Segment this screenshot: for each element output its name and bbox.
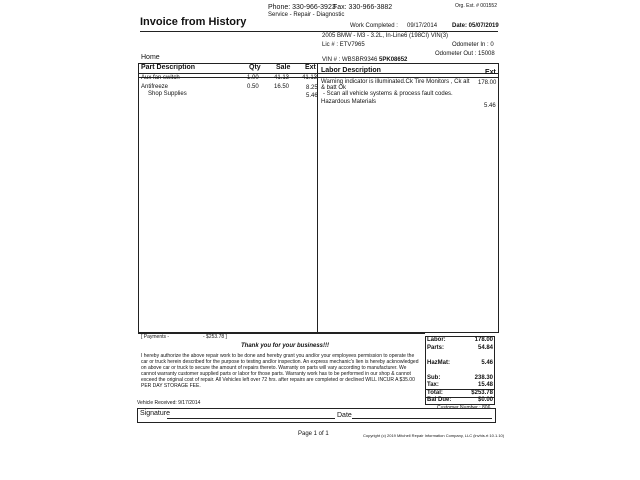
parts-header-description: Part Description xyxy=(141,64,196,71)
parts-header-qty: Qty xyxy=(249,64,261,71)
part-row-1-sale: 41.13 xyxy=(274,75,290,81)
signature-label: Signature xyxy=(140,410,170,417)
hazmat-ext: 5.46 xyxy=(484,103,496,109)
odometer-out: Odometer Out : 15008 xyxy=(435,51,495,57)
vehicle-description: 2005 BMW - M3 - 3.2L, In-Line6 (198CI) VIN(3) xyxy=(322,33,449,39)
thank-you-message: Thank you for your business!!! xyxy=(241,343,330,349)
part-row-3-description: Shop Supplies xyxy=(148,91,187,97)
work-completed-date: 09/17/2014 xyxy=(407,23,438,29)
copyright-notice: Copyright (c) 2019 Mitchell Repair Information Company, LLC (invhis.rt 10.1.10) xyxy=(363,433,505,438)
signature-box xyxy=(137,408,496,423)
parts-header-ext: Ext xyxy=(305,64,316,71)
page-number: Page 1 of 1 xyxy=(298,431,329,437)
shop-phone: Phone: 330-966-3923 xyxy=(268,4,336,11)
date-field-label: Date xyxy=(337,412,352,419)
labor-line-1: Warning indicator is illuminated.Ck Tire Monitors , Ck alt xyxy=(321,79,470,85)
part-row-1-qty: 1.00 xyxy=(247,75,259,81)
payments-label: [ Payments - xyxy=(141,334,170,340)
shop-fax: Fax: 330-966-3882 xyxy=(333,4,393,11)
vin-label: VIN # : WBSBR9346 xyxy=(322,57,378,63)
customer-number: Customer Number : 806 xyxy=(437,405,491,411)
shop-services: Service - Repair - Diagnostic xyxy=(268,12,345,18)
org-estimate-number: Org. Est. # 001552 xyxy=(455,3,497,9)
labor-line-2: & batt Ok xyxy=(321,85,347,91)
customer-name: Home xyxy=(141,54,160,61)
labor-header-description: Labor Description xyxy=(321,67,381,74)
part-row-3-ext: 5.46 xyxy=(306,93,318,99)
odometer-in: Odometer In : 0 xyxy=(452,42,494,48)
labor-line-1-ext: 178.00 xyxy=(478,80,497,86)
invoice-table xyxy=(138,63,499,333)
part-row-2-description: Antifreeze xyxy=(141,84,169,90)
page-title: Invoice from History xyxy=(140,16,247,28)
part-row-2-qty: 0.50 xyxy=(247,84,259,90)
payments-amount: - $253.78 ] xyxy=(203,334,227,340)
part-row-2-sale: 16.50 xyxy=(274,84,290,90)
part-row-1-ext: 41.13 xyxy=(302,75,318,81)
parts-header-sale: Sale xyxy=(276,64,291,71)
work-completed-label: Work Completed : xyxy=(350,23,398,29)
part-row-1-description: Aux fan switch xyxy=(141,75,180,81)
hazmat-label: Hazardous Materials xyxy=(321,99,377,105)
invoice-date: Date: 05/07/2019 xyxy=(452,23,499,29)
authorization-disclaimer: I hereby authorize the above repair work to be done and hereby grant you and/or your employees permission to operate the car or truck herein described for the purpose to testing and/or inspection. An express mechanic's lien is hereby acknowledged on above car or truck to secure the amount of repairs thereto. Warranty on parts will vary according to manufacturer. We cannot warranty customer supplied parts or labor for those parts. Warranty work has to be performed in our shop & cannot exceed the original cost of repair. All Vehicles left over 72 hrs. after repairs are completed or declined WILL INCUR A $35.00 PER DAY STORAGE FEE. xyxy=(141,353,419,389)
vehicle-received: Vehicle Received: 9/17/2014 xyxy=(137,400,201,406)
labor-line-3: - Scan all vehicle systems & process fault codes. xyxy=(323,91,453,97)
vin-suffix: 5PK08652 xyxy=(379,57,408,63)
labor-header-ext: Ext xyxy=(485,69,496,76)
part-row-2-ext: 8.25 xyxy=(306,85,318,91)
license-plate: Lic # : ETV7965 xyxy=(322,42,365,48)
